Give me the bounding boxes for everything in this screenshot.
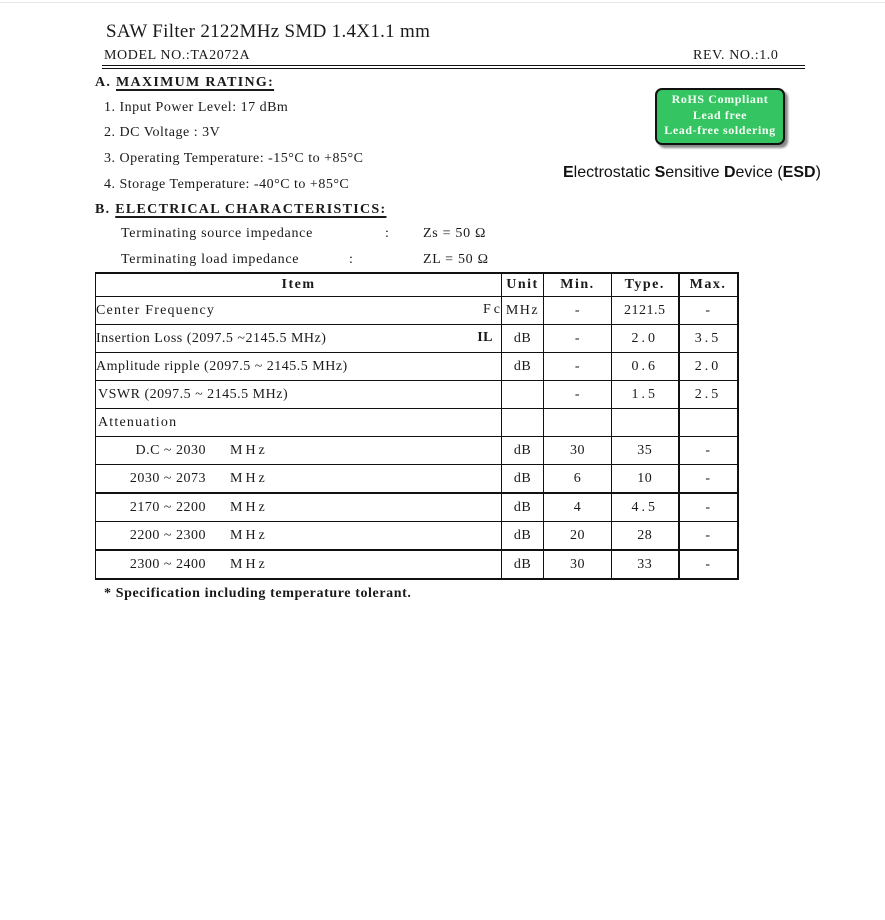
row-typ: 35: [612, 437, 679, 465]
rating-item-1: 1. Input Power Level: 17 dBm: [104, 100, 289, 115]
range-value: D.C ~ 2030: [135, 442, 206, 458]
row-item-label: Center Frequency: [96, 302, 216, 318]
table-header-row: [96, 273, 738, 297]
row-item: [96, 353, 502, 381]
section-a-heading: [95, 75, 274, 91]
row-min: 4: [544, 493, 612, 522]
source-impedance-label: Terminating source impedance: [121, 226, 313, 241]
empty-cell: [502, 409, 544, 437]
row-max: -: [679, 297, 738, 325]
attenuation-row: [96, 522, 738, 551]
esd-label: [563, 164, 821, 182]
row-unit: dB: [502, 465, 544, 494]
attenuation-range: [96, 522, 502, 551]
row-max: 2.0: [679, 353, 738, 381]
model-number: MODEL NO.:TA2072A: [104, 48, 251, 63]
empty-cell: [679, 409, 738, 437]
row-unit: dB: [502, 325, 544, 353]
attenuation-range: [96, 493, 502, 522]
row-min: -: [544, 353, 612, 381]
esd-abbr: ESD: [782, 164, 816, 181]
attenuation-header-row: [96, 409, 738, 437]
load-impedance-colon: :: [349, 252, 354, 267]
attenuation-row: [96, 493, 738, 522]
row-min: -: [544, 381, 612, 409]
electrical-spec-table: [95, 272, 739, 580]
row-unit: [502, 381, 544, 409]
row-typ: 2.0: [612, 325, 679, 353]
badge-line-soldering: Lead-free soldering: [664, 123, 776, 137]
row-typ: 4.5: [612, 493, 679, 522]
attenuation-label: Attenuation: [96, 409, 502, 437]
row-item: [96, 325, 502, 353]
attenuation-range: [96, 550, 502, 579]
badge-line-rohs: RoHS Compliant: [671, 92, 769, 106]
load-impedance-label: Terminating load impedance: [121, 252, 300, 267]
esd-d: D: [723, 164, 736, 181]
row-typ: 2121.5: [612, 297, 679, 325]
empty-cell: [612, 409, 679, 437]
row-min: 30: [544, 437, 612, 465]
esd-electrostatic: lectrostatic: [573, 164, 655, 181]
page-top-border: [0, 2, 885, 3]
row-item-label: VSWR (2097.5 ~ 2145.5 MHz): [98, 386, 289, 402]
range-value: 2200 ~ 2300: [129, 527, 206, 543]
table-row: [96, 325, 738, 353]
header-min: Min.: [544, 273, 612, 297]
row-unit: MHz: [502, 297, 544, 325]
load-impedance-row: [121, 252, 489, 268]
rohs-badge: [655, 88, 785, 145]
row-min: 6: [544, 465, 612, 494]
range-value: 2300 ~ 2400: [129, 556, 206, 572]
empty-cell: [544, 409, 612, 437]
range-unit: MHz: [230, 470, 268, 486]
row-symbol: Fc: [483, 302, 503, 317]
row-unit: dB: [502, 493, 544, 522]
row-min: -: [544, 325, 612, 353]
row-max: -: [679, 522, 738, 551]
row-max: -: [679, 493, 738, 522]
row-unit: dB: [502, 437, 544, 465]
source-impedance-colon: :: [385, 226, 390, 241]
esd-device: evice (: [735, 164, 783, 181]
row-typ: 0.6: [612, 353, 679, 381]
attenuation-row: [96, 437, 738, 465]
row-typ: 28: [612, 522, 679, 551]
row-min: 20: [544, 522, 612, 551]
row-symbol: IL: [477, 330, 493, 345]
footnote: * Specification including temperature tolerant.: [104, 586, 412, 601]
header-rule-top: [102, 65, 805, 66]
section-a-prefix: A.: [95, 75, 112, 90]
range-unit: MHz: [230, 527, 268, 543]
range-value: 2030 ~ 2073: [129, 470, 206, 486]
row-min: 30: [544, 550, 612, 579]
header-item: Item: [96, 273, 502, 297]
esd-e: E: [563, 164, 574, 181]
row-item: [96, 381, 502, 409]
rating-item-4: 4. Storage Temperature: -40°C to +85°C: [104, 177, 350, 192]
row-max: -: [679, 437, 738, 465]
section-b-heading: [95, 202, 386, 218]
range-unit: MHz: [230, 442, 268, 458]
esd-sensitive: ensitive: [665, 164, 724, 181]
row-unit: dB: [502, 353, 544, 381]
source-impedance-value: Zs = 50 Ω: [423, 226, 487, 241]
attenuation-row: [96, 550, 738, 579]
row-item-label: Insertion Loss (2097.5 ~2145.5 MHz): [96, 330, 327, 346]
range-unit: MHz: [230, 499, 268, 515]
source-impedance-row: [121, 226, 487, 242]
row-unit: dB: [502, 522, 544, 551]
row-typ: 33: [612, 550, 679, 579]
row-max: -: [679, 465, 738, 494]
section-b-prefix: B.: [95, 202, 111, 217]
header-typ: Type.: [612, 273, 679, 297]
revision-number: REV. NO.:1.0: [693, 48, 779, 63]
rating-item-2: 2. DC Voltage : 3V: [104, 125, 221, 140]
esd-close: ): [815, 164, 821, 181]
attenuation-range: [96, 465, 502, 494]
attenuation-range: [96, 437, 502, 465]
document-title: SAW Filter 2122MHz SMD 1.4X1.1 mm: [106, 21, 431, 42]
table-row: [96, 353, 738, 381]
attenuation-row: [96, 465, 738, 494]
row-typ: 10: [612, 465, 679, 494]
section-a-title: MAXIMUM RATING:: [116, 75, 275, 90]
row-max: 2.5: [679, 381, 738, 409]
row-max: -: [679, 550, 738, 579]
range-unit: MHz: [230, 556, 268, 572]
row-min: -: [544, 297, 612, 325]
header-unit: Unit: [502, 273, 544, 297]
row-typ: 1.5: [612, 381, 679, 409]
section-b-title: ELECTRICAL CHARACTERISTICS:: [115, 202, 387, 217]
row-item-label: Amplitude ripple (2097.5 ~ 2145.5 MHz): [96, 358, 348, 374]
rating-item-3: 3. Operating Temperature: -15°C to +85°C: [104, 151, 364, 166]
row-unit: dB: [502, 550, 544, 579]
header-rule-bottom: [102, 68, 805, 69]
esd-s: S: [654, 164, 666, 181]
table-row: [96, 297, 738, 325]
row-max: 3.5: [679, 325, 738, 353]
range-value: 2170 ~ 2200: [129, 499, 206, 515]
badge-line-lead-free: Lead free: [692, 107, 748, 122]
header-max: Max.: [679, 273, 738, 297]
load-impedance-value: ZL = 50 Ω: [423, 252, 489, 267]
table-row: [96, 381, 738, 409]
row-item: [96, 297, 502, 325]
